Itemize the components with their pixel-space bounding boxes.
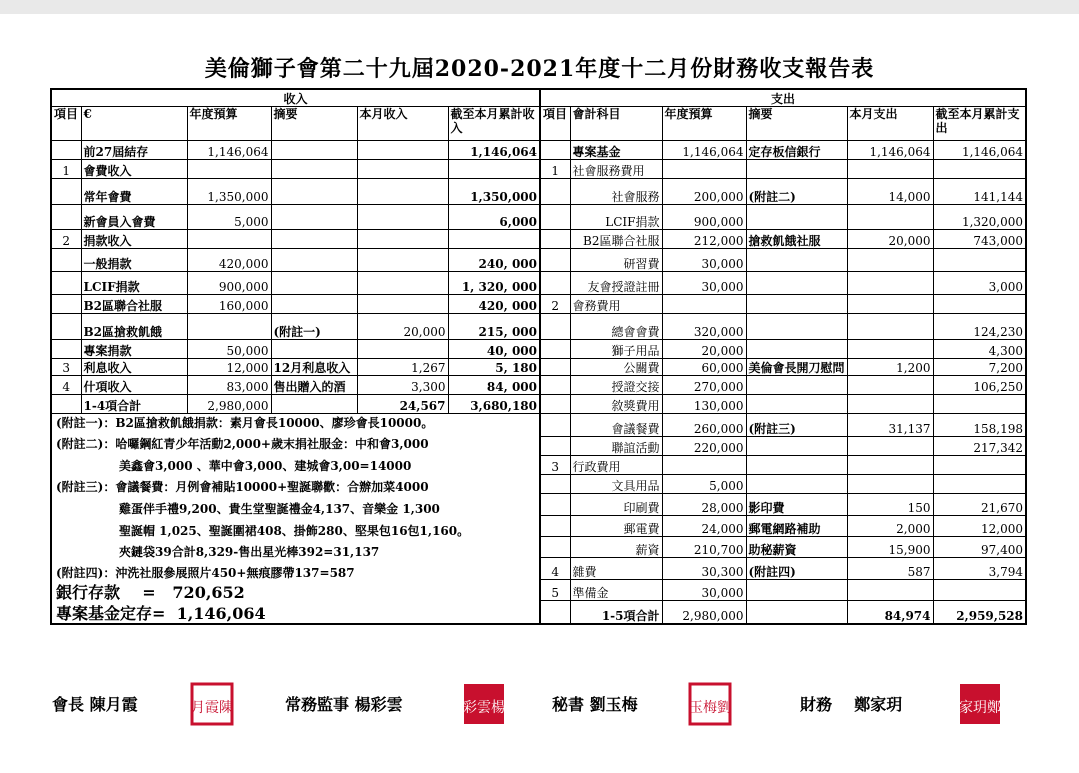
expense-cell: 薪資 xyxy=(570,537,662,558)
column-header: 截至本月累計收入 xyxy=(448,106,540,140)
table-row xyxy=(51,375,1026,394)
expense-cell: 141,144 xyxy=(933,178,1026,204)
expense-cell xyxy=(540,358,570,375)
income-cell: 前27屆結存 xyxy=(81,140,187,159)
expense-cell: 212,000 xyxy=(662,229,746,248)
income-cell: 12月利息收入 xyxy=(271,358,357,375)
expense-cell xyxy=(746,159,847,178)
income-cell: 3,680,180 xyxy=(448,394,540,413)
column-header: 項目 xyxy=(51,106,81,140)
income-cell: 售出贈入的酒 xyxy=(271,375,357,394)
expense-cell: 郵電網路補助 xyxy=(746,516,847,537)
income-cell: 900,000 xyxy=(187,271,271,294)
income-cell: B2區搶救飢餓 xyxy=(81,313,187,339)
income-cell xyxy=(357,178,448,204)
expense-cell: 320,000 xyxy=(662,313,746,339)
income-cell xyxy=(271,294,357,313)
column-header: 本月收入 xyxy=(357,106,448,140)
expense-cell: 5,000 xyxy=(662,474,746,493)
income-cell xyxy=(51,271,81,294)
expense-cell xyxy=(540,394,570,413)
expense-cell xyxy=(540,436,570,455)
expense-cell xyxy=(847,248,933,271)
expense-cell: 1,320,000 xyxy=(933,204,1026,229)
table-row xyxy=(51,313,1026,339)
income-cell xyxy=(271,159,357,178)
seal-treasurer-icon xyxy=(958,682,1002,726)
expense-cell: 587 xyxy=(847,558,933,579)
expense-cell: 3,000 xyxy=(933,271,1026,294)
column-header: 摘要 xyxy=(271,106,357,140)
seal-secretary-icon xyxy=(688,682,732,726)
income-cell: 1,146,064 xyxy=(448,140,540,159)
expense-cell: 3 xyxy=(540,455,570,474)
expense-cell: LCIF捐款 xyxy=(570,204,662,229)
expense-cell: 1 xyxy=(540,159,570,178)
income-cell: 新會員入會費 xyxy=(81,204,187,229)
expense-cell xyxy=(540,271,570,294)
table-row xyxy=(51,204,1026,229)
expense-cell xyxy=(540,178,570,204)
table-row xyxy=(51,394,1026,413)
income-cell: 利息收入 xyxy=(81,358,187,375)
income-cell: 3 xyxy=(51,358,81,375)
expense-cell: 30,300 xyxy=(662,558,746,579)
expense-cell: 敘獎費用 xyxy=(570,394,662,413)
expense-cell xyxy=(540,375,570,394)
expense-cell: 1,146,064 xyxy=(933,140,1026,159)
column-header: 截至本月累計支出 xyxy=(933,106,1026,140)
note-line: 雞蛋伴手禮9,200、貴生堂聖誕禮金4,137、音樂金 1,300 xyxy=(119,501,440,516)
income-cell: 12,000 xyxy=(187,358,271,375)
income-cell: 215, 000 xyxy=(448,313,540,339)
expense-cell xyxy=(746,394,847,413)
expense-cell xyxy=(847,579,933,600)
income-cell xyxy=(51,313,81,339)
income-cell xyxy=(271,178,357,204)
income-cell: 20,000 xyxy=(357,313,448,339)
expense-cell: 12,000 xyxy=(933,516,1026,537)
expense-cell: 20,000 xyxy=(662,339,746,358)
expense-cell: B2區聯合社服 xyxy=(570,229,662,248)
income-cell xyxy=(357,204,448,229)
expense-cell xyxy=(540,474,570,493)
income-cell xyxy=(357,271,448,294)
income-cell: 1 xyxy=(51,159,81,178)
expense-cell xyxy=(746,294,847,313)
income-cell xyxy=(187,313,271,339)
notes-area xyxy=(51,413,540,624)
expense-cell: 雜費 xyxy=(570,558,662,579)
income-cell xyxy=(51,339,81,358)
expense-cell xyxy=(746,204,847,229)
expense-cell: 21,670 xyxy=(933,494,1026,516)
expense-cell xyxy=(540,204,570,229)
column-header: 摘要 xyxy=(746,106,847,140)
income-cell: 50,000 xyxy=(187,339,271,358)
note-line: 聖誕帽 1,025、聖誕圍裙408、掛飾280、堅果包16包1,160。 xyxy=(119,523,470,538)
expense-cell: 授證交接 xyxy=(570,375,662,394)
expense-cell: 研習費 xyxy=(570,248,662,271)
expense-cell xyxy=(746,436,847,455)
expense-cell: 97,400 xyxy=(933,537,1026,558)
column-header: 會計科目 xyxy=(570,106,662,140)
income-cell xyxy=(357,159,448,178)
table-row xyxy=(51,140,1026,159)
income-cell: 160,000 xyxy=(187,294,271,313)
income-cell xyxy=(187,159,271,178)
expense-cell: 聯誼活動 xyxy=(570,436,662,455)
svg-text:彩雲楊: 彩雲楊 xyxy=(463,700,505,716)
expense-cell: 260,000 xyxy=(662,413,746,436)
expense-cell: 社會服務費用 xyxy=(570,159,662,178)
expense-cell xyxy=(746,474,847,493)
expense-cell: 社會服務 xyxy=(570,178,662,204)
expense-cell: 220,000 xyxy=(662,436,746,455)
expense-cell xyxy=(662,159,746,178)
income-cell xyxy=(51,394,81,413)
income-cell: 40, 000 xyxy=(448,339,540,358)
table-row xyxy=(51,413,1026,436)
expense-cell: 31,137 xyxy=(847,413,933,436)
column-header: 本月支出 xyxy=(847,106,933,140)
expense-cell: 270,000 xyxy=(662,375,746,394)
expense-cell: 友會授證註冊 xyxy=(570,271,662,294)
expense-cell: 7,200 xyxy=(933,358,1026,375)
expense-cell xyxy=(847,339,933,358)
table-row xyxy=(51,358,1026,375)
sig-president: 會長 陳月霞 xyxy=(52,695,138,714)
income-cell: 84, 000 xyxy=(448,375,540,394)
expense-cell xyxy=(746,271,847,294)
income-header: 收入 xyxy=(51,89,540,106)
income-cell: 2,980,000 xyxy=(187,394,271,413)
expense-cell: (附註二) xyxy=(746,178,847,204)
expense-cell xyxy=(933,248,1026,271)
expense-cell: 1,146,064 xyxy=(847,140,933,159)
sig-secretary: 秘書 劉玉梅 xyxy=(552,695,638,714)
expense-cell: 1,200 xyxy=(847,358,933,375)
note-line: (附註一)：B2區搶救飢餓捐款：素月會長10000、廖珍會長10000。 xyxy=(56,415,434,430)
income-cell: 240, 000 xyxy=(448,248,540,271)
expense-cell xyxy=(540,229,570,248)
table-row xyxy=(51,339,1026,358)
income-cell: 420, 000 xyxy=(448,294,540,313)
column-header: 年度預算 xyxy=(187,106,271,140)
expense-cell xyxy=(746,313,847,339)
income-cell: 一般捐款 xyxy=(81,248,187,271)
note-line: (附註四)：沖洗社服參展照片450+無痕膠帶137=587 xyxy=(56,565,355,580)
income-cell xyxy=(51,248,81,271)
income-cell xyxy=(271,271,357,294)
income-cell: 捐款收入 xyxy=(81,229,187,248)
income-cell xyxy=(357,248,448,271)
expense-cell: 20,000 xyxy=(847,229,933,248)
income-cell xyxy=(357,140,448,159)
income-cell xyxy=(51,294,81,313)
expense-cell xyxy=(933,474,1026,493)
income-cell xyxy=(271,339,357,358)
income-cell xyxy=(271,248,357,271)
expense-cell: 28,000 xyxy=(662,494,746,516)
expense-cell xyxy=(847,474,933,493)
column-header: 項目 xyxy=(540,106,570,140)
expense-cell xyxy=(662,294,746,313)
expense-cell: 準備金 xyxy=(570,579,662,600)
expense-cell xyxy=(540,248,570,271)
fund-deposit: 專案基金定存= 1,146,064 xyxy=(56,603,266,623)
svg-text:家玥鄭: 家玥鄭 xyxy=(959,700,1001,716)
signature-bar xyxy=(0,682,1079,736)
income-cell: 420,000 xyxy=(187,248,271,271)
income-cell: B2區聯合社服 xyxy=(81,294,187,313)
table-row xyxy=(51,271,1026,294)
expense-cell: 1-5項合計 xyxy=(570,600,662,623)
expense-cell xyxy=(746,375,847,394)
income-cell: 3,300 xyxy=(357,375,448,394)
income-cell xyxy=(271,394,357,413)
expense-cell xyxy=(933,159,1026,178)
expense-cell: 助秘薪資 xyxy=(746,537,847,558)
note-line: (附註二)：哈囉鋼紅青少年活動2,000+歲末捐社服金：中和會3,000 xyxy=(56,436,429,451)
expense-cell xyxy=(746,248,847,271)
income-cell xyxy=(271,140,357,159)
expense-cell: (附註三) xyxy=(746,413,847,436)
expense-cell: 200,000 xyxy=(662,178,746,204)
income-cell: 1,350,000 xyxy=(187,178,271,204)
column-header: 年度預算 xyxy=(662,106,746,140)
expense-cell: 影印費 xyxy=(746,494,847,516)
expense-cell: 210,700 xyxy=(662,537,746,558)
expense-cell: 30,000 xyxy=(662,271,746,294)
expense-cell: 1,146,064 xyxy=(662,140,746,159)
table-row xyxy=(51,159,1026,178)
expense-cell xyxy=(933,294,1026,313)
expense-cell: 2,000 xyxy=(847,516,933,537)
income-cell: 5,000 xyxy=(187,204,271,229)
income-cell: 6,000 xyxy=(448,204,540,229)
expense-cell: 24,000 xyxy=(662,516,746,537)
income-cell: 什項收入 xyxy=(81,375,187,394)
expense-cell xyxy=(540,339,570,358)
income-cell: 會費收入 xyxy=(81,159,187,178)
expense-cell xyxy=(847,436,933,455)
expense-cell xyxy=(540,313,570,339)
expense-cell: 行政費用 xyxy=(570,455,662,474)
expense-cell: 文具用品 xyxy=(570,474,662,493)
expense-cell: 60,000 xyxy=(662,358,746,375)
expense-cell xyxy=(847,394,933,413)
expense-cell xyxy=(847,294,933,313)
expense-cell: 158,198 xyxy=(933,413,1026,436)
income-cell: 1,146,064 xyxy=(187,140,271,159)
expense-cell xyxy=(662,455,746,474)
expense-cell: 公關費 xyxy=(570,358,662,375)
report-title: 美倫獅子會第二十九屆2020-2021年度十二月份財務收支報告表 xyxy=(204,56,875,82)
table-row xyxy=(51,248,1026,271)
svg-text:月霞陳: 月霞陳 xyxy=(191,700,233,716)
expense-cell: 150 xyxy=(847,494,933,516)
income-cell xyxy=(271,229,357,248)
expense-cell: 2,959,528 xyxy=(933,600,1026,623)
expense-cell: 美倫會長開刀慰問 xyxy=(746,358,847,375)
income-cell: 1,350,000 xyxy=(448,178,540,204)
income-cell: 83,000 xyxy=(187,375,271,394)
expense-cell xyxy=(540,537,570,558)
expense-cell: 2,980,000 xyxy=(662,600,746,623)
expense-cell: 130,000 xyxy=(662,394,746,413)
expense-cell xyxy=(847,313,933,339)
expense-cell xyxy=(746,339,847,358)
expense-cell: 印刷費 xyxy=(570,494,662,516)
expense-cell: 定存板信銀行 xyxy=(746,140,847,159)
income-cell: 4 xyxy=(51,375,81,394)
expense-cell xyxy=(847,204,933,229)
expense-cell xyxy=(746,579,847,600)
income-cell xyxy=(51,140,81,159)
expense-cell: 124,230 xyxy=(933,313,1026,339)
income-cell xyxy=(357,339,448,358)
expense-cell: 84,974 xyxy=(847,600,933,623)
note-line: 夾鏈袋39合計8,329-售出星光棒392=31,137 xyxy=(119,544,380,559)
income-cell xyxy=(357,294,448,313)
expense-cell: 5 xyxy=(540,579,570,600)
expense-cell: 900,000 xyxy=(662,204,746,229)
expense-cell: 會務費用 xyxy=(570,294,662,313)
table-row xyxy=(51,178,1026,204)
expense-cell xyxy=(847,455,933,474)
expense-cell: 217,342 xyxy=(933,436,1026,455)
income-cell xyxy=(357,229,448,248)
sig-supervisor: 常務監事 楊彩雲 xyxy=(285,695,403,714)
expense-cell xyxy=(540,600,570,623)
expense-cell: 2 xyxy=(540,294,570,313)
income-cell xyxy=(51,204,81,229)
bank-deposit: 銀行存款 = 720,652 xyxy=(56,582,245,602)
expense-header: 支出 xyxy=(540,89,1026,106)
seal-president-icon xyxy=(190,682,234,726)
expense-cell xyxy=(746,600,847,623)
expense-cell: 30,000 xyxy=(662,248,746,271)
income-cell: 1, 320, 000 xyxy=(448,271,540,294)
table-row xyxy=(51,229,1026,248)
expense-cell xyxy=(746,455,847,474)
expense-cell xyxy=(540,516,570,537)
income-cell: 5, 180 xyxy=(448,358,540,375)
expense-cell: 獅子用品 xyxy=(570,339,662,358)
expense-cell: 4,300 xyxy=(933,339,1026,358)
expense-cell: 15,900 xyxy=(847,537,933,558)
svg-text:玉梅劉: 玉梅劉 xyxy=(689,700,731,716)
seal-supervisor-icon xyxy=(462,682,506,726)
income-cell: 專案捐款 xyxy=(81,339,187,358)
income-cell xyxy=(448,229,540,248)
note-line: (附註三)：會議餐費：月例會補貼10000+聖誕聯歡：合辦加菜4000 xyxy=(56,479,429,494)
expense-cell xyxy=(847,271,933,294)
note-line: 美鑫會3,000 、華中會3,000、建城會3,00=14000 xyxy=(119,458,412,473)
income-cell xyxy=(448,159,540,178)
expense-cell xyxy=(540,413,570,436)
expense-cell xyxy=(933,394,1026,413)
expense-cell xyxy=(847,159,933,178)
expense-cell: (附註四) xyxy=(746,558,847,579)
income-cell: LCIF捐款 xyxy=(81,271,187,294)
income-cell: 1-4項合計 xyxy=(81,394,187,413)
expense-cell xyxy=(933,455,1026,474)
expense-cell xyxy=(540,140,570,159)
expense-cell: 會議餐費 xyxy=(570,413,662,436)
expense-cell: 14,000 xyxy=(847,178,933,204)
expense-cell: 106,250 xyxy=(933,375,1026,394)
expense-cell xyxy=(847,375,933,394)
expense-cell: 總會會費 xyxy=(570,313,662,339)
sig-treasurer: 財務 鄭家玥 xyxy=(800,695,903,714)
expense-cell: 4 xyxy=(540,558,570,579)
income-cell: (附註一) xyxy=(271,313,357,339)
income-cell: 常年會費 xyxy=(81,178,187,204)
expense-cell: 30,000 xyxy=(662,579,746,600)
column-header: € xyxy=(81,106,187,140)
expense-cell: 專案基金 xyxy=(570,140,662,159)
income-cell xyxy=(51,178,81,204)
table-row xyxy=(51,294,1026,313)
expense-cell: 郵電費 xyxy=(570,516,662,537)
income-cell xyxy=(187,229,271,248)
income-cell: 24,567 xyxy=(357,394,448,413)
finance-table xyxy=(50,88,1027,625)
expense-cell: 搶救飢餓社服 xyxy=(746,229,847,248)
expense-cell: 743,000 xyxy=(933,229,1026,248)
income-cell: 1,267 xyxy=(357,358,448,375)
income-cell: 2 xyxy=(51,229,81,248)
expense-cell xyxy=(540,494,570,516)
expense-cell xyxy=(933,579,1026,600)
income-cell xyxy=(271,204,357,229)
expense-cell: 3,794 xyxy=(933,558,1026,579)
